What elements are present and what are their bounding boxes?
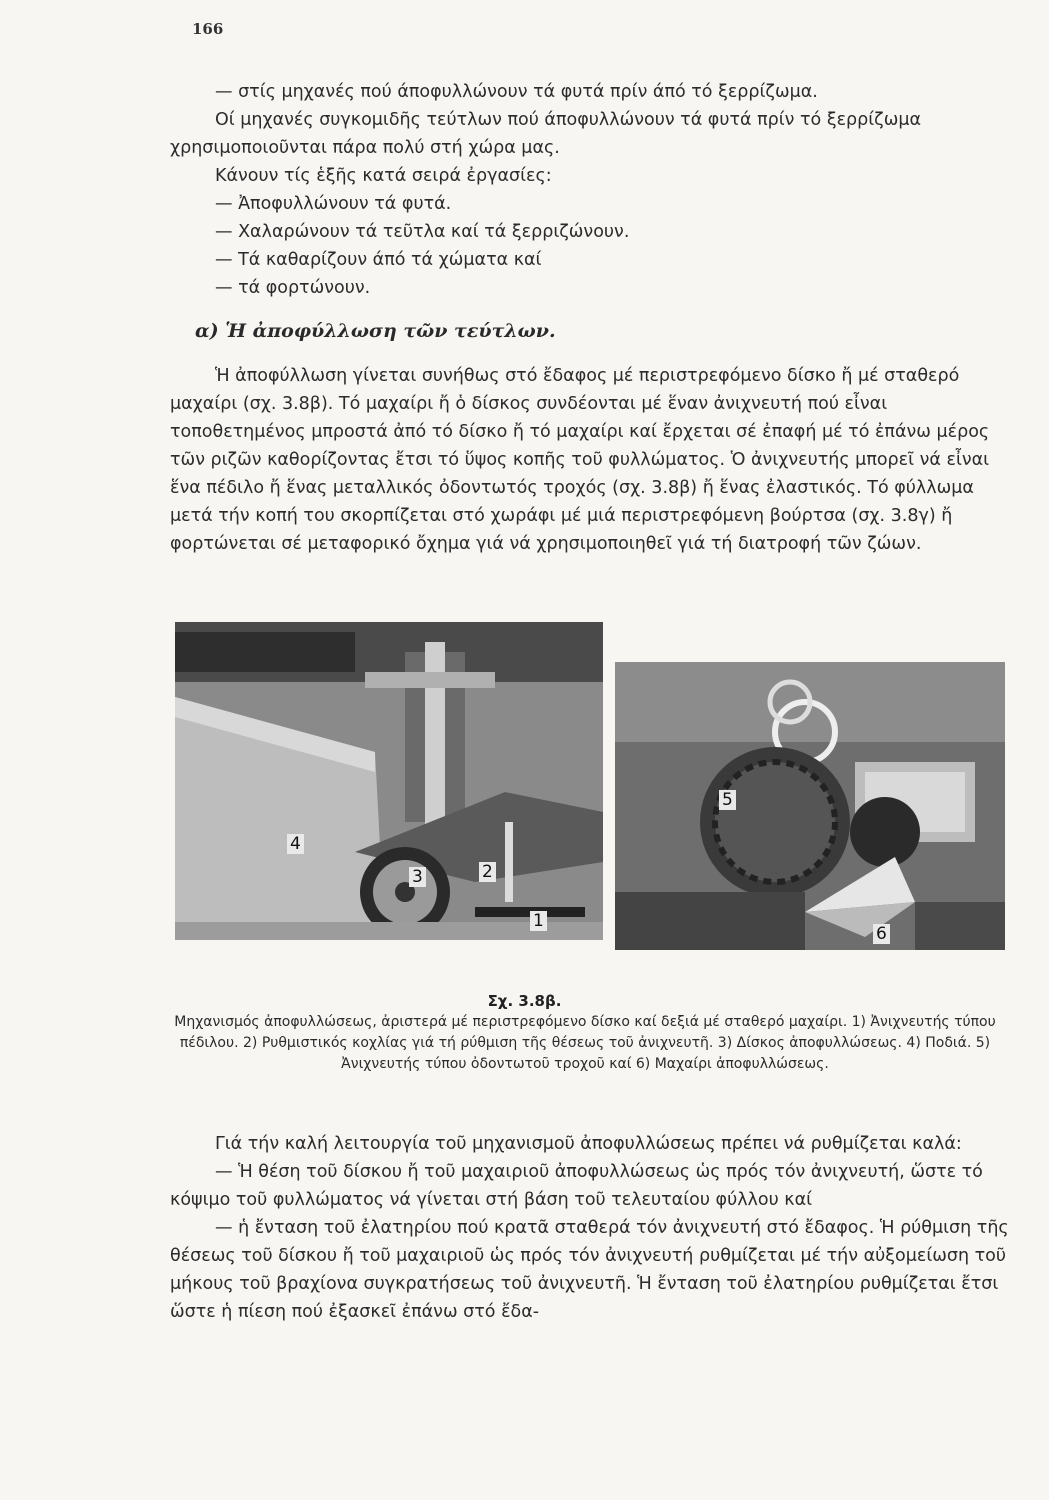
label-5: 5 (719, 790, 736, 810)
photo-disc-mechanism (175, 622, 603, 940)
label-6: 6 (873, 924, 890, 944)
photo-knife-mechanism (615, 662, 1005, 950)
intro-line-1: — στίς μηχανές πού άποφυλλώνουν τά φυτά πρίν άπό τό ξερρίζωμα. (215, 82, 818, 102)
intro-paragraph-1: Οί μηχανές συγκομιδῆς τεύτλων πού άποφυλλώνουν τά φυτά πρίν τό ξερρίζωμα χρησιμοποιοῦνται πάρα πολύ στή χώρα μας. (170, 110, 922, 158)
closing-item-2: — ἡ ἔνταση τοῦ ἐλατηρίου πού κρατᾶ σταθερά τόν ἀνιχνευτή στό ἔδαφος. Ἡ ρύθμιση τῆς θέσεως τοῦ δίσκου ἤ τοῦ μαχαιριοῦ ὡς πρός τόν ἀνιχνευτή ρυθμίζεται μέ τήν αὐξομείωση τοῦ μήκους τοῦ βραχίονα συγκρατήσεως τοῦ ἀνιχνευτῆ. Ἡ ἔνταση τοῦ ἐλατηρίου ρυθμίζεται ἔτσι ὥστε ἡ πίεση πού ἐξασκεῖ ἐπάνω στό ἔδα- (170, 1218, 1009, 1322)
figure-caption-title: Σχ. 3.8β. (487, 992, 562, 1010)
disc-mechanism-illustration (175, 622, 603, 940)
section-body (170, 362, 1015, 558)
step-item: — Ἀποφυλλώνουν τά φυτά. (215, 194, 452, 214)
label-3: 3 (409, 867, 426, 887)
knife-mechanism-illustration (615, 662, 1005, 950)
closing-paragraph: Γιά τήν καλή λειτουργία τοῦ μηχανισμοῦ ἀποφυλλώσεως πρέπει νά ρυθμίζεται καλά: (215, 1134, 962, 1154)
closing-text (170, 1130, 1015, 1326)
step-item: — τά φορτώνουν. (215, 278, 371, 298)
label-2: 2 (479, 862, 496, 882)
label-1: 1 (530, 911, 547, 931)
figure-caption-text: Μηχανισμός ἀποφυλλώσεως, ἀριστερά μέ περιστρεφόμενο δίσκο καί δεξιά μέ σταθερό μαχαίρι. 1) Ἀνιχνευτής τύπου πέδιλου. 2) Ρυθμιστικός κοχλίας γιά τή ρύθμιση τῆς θέσεως τοῦ ἀνιχνευτῆ. 3) Δίσκος ἀποφυλλώσεως. 4) Ποδιά. 5) Ἀνιχνευτής τύπου ὀδοντωτοῦ τροχοῦ καί 6) Μαχαίρι ἀποφυλλώσεως. (174, 1014, 996, 1072)
label-4: 4 (287, 834, 304, 854)
step-item: — Χαλαρώνουν τά τεῦτλα καί τά ξερριζώνουν. (215, 222, 630, 242)
section-heading: α) Ἡ ἀποφύλλωση τῶν τεύτλων. (195, 320, 556, 342)
section-paragraph: Ἡ ἀποφύλλωση γίνεται συνήθως στό ἔδαφος μέ περιστρεφόμενο δίσκο ἤ μέ σταθερό μαχαίρι (σχ. 3.8β). Τό μαχαίρι ἤ ὁ δίσκος συνδέονται μέ ἕναν ἀνιχνευτή πού εἶναι τοποθετημένος μπροστά ἀπό τό δίσκο ἤ τό μαχαίρι καί ἔρχεται σέ ἐπαφή μέ τό ἐπάνω μέρος τῶν ριζῶν καθορίζοντας ἔτσι τό ὕψος κοπῆς τοῦ φυλλώματος. Ὁ ἀνιχνευτής μπορεῖ νά εἶναι ἕνα πέδιλο ἤ ἕνας μεταλλικός ὀδοντωτός τροχός (σχ. 3.8β) ἤ ἕνας ἐλαστικός. Τό φύλλωμα μετά τήν κοπή του σκορπίζεται στό χωράφι μέ μιά περιστρεφόμενη βούρτσα (σχ. 3.8γ) ἤ φορτώνεται σέ μεταφορικό ὄχημα γιά νά χρησιμοποιηθεῖ γιά τή διατροφή τῶν ζώων. (170, 366, 990, 554)
intro-paragraph-2: Κάνουν τίς ἑξῆς κατά σειρά ἐργασίες: (215, 166, 552, 186)
closing-item-1: — Ἡ θέση τοῦ δίσκου ἤ τοῦ μαχαιριοῦ ἀποφυλλώσεως ὡς πρός τόν ἀνιχνευτή, ὥστε τό κόψιμο τοῦ φυλλώματος νά γίνεται στή βάση τοῦ τελευταίου φύλλου καί (170, 1162, 983, 1210)
intro-text (170, 78, 1015, 302)
page-number: 166 (192, 20, 224, 38)
step-item: — Τά καθαρίζουν άπό τά χώματα καί (215, 250, 542, 270)
